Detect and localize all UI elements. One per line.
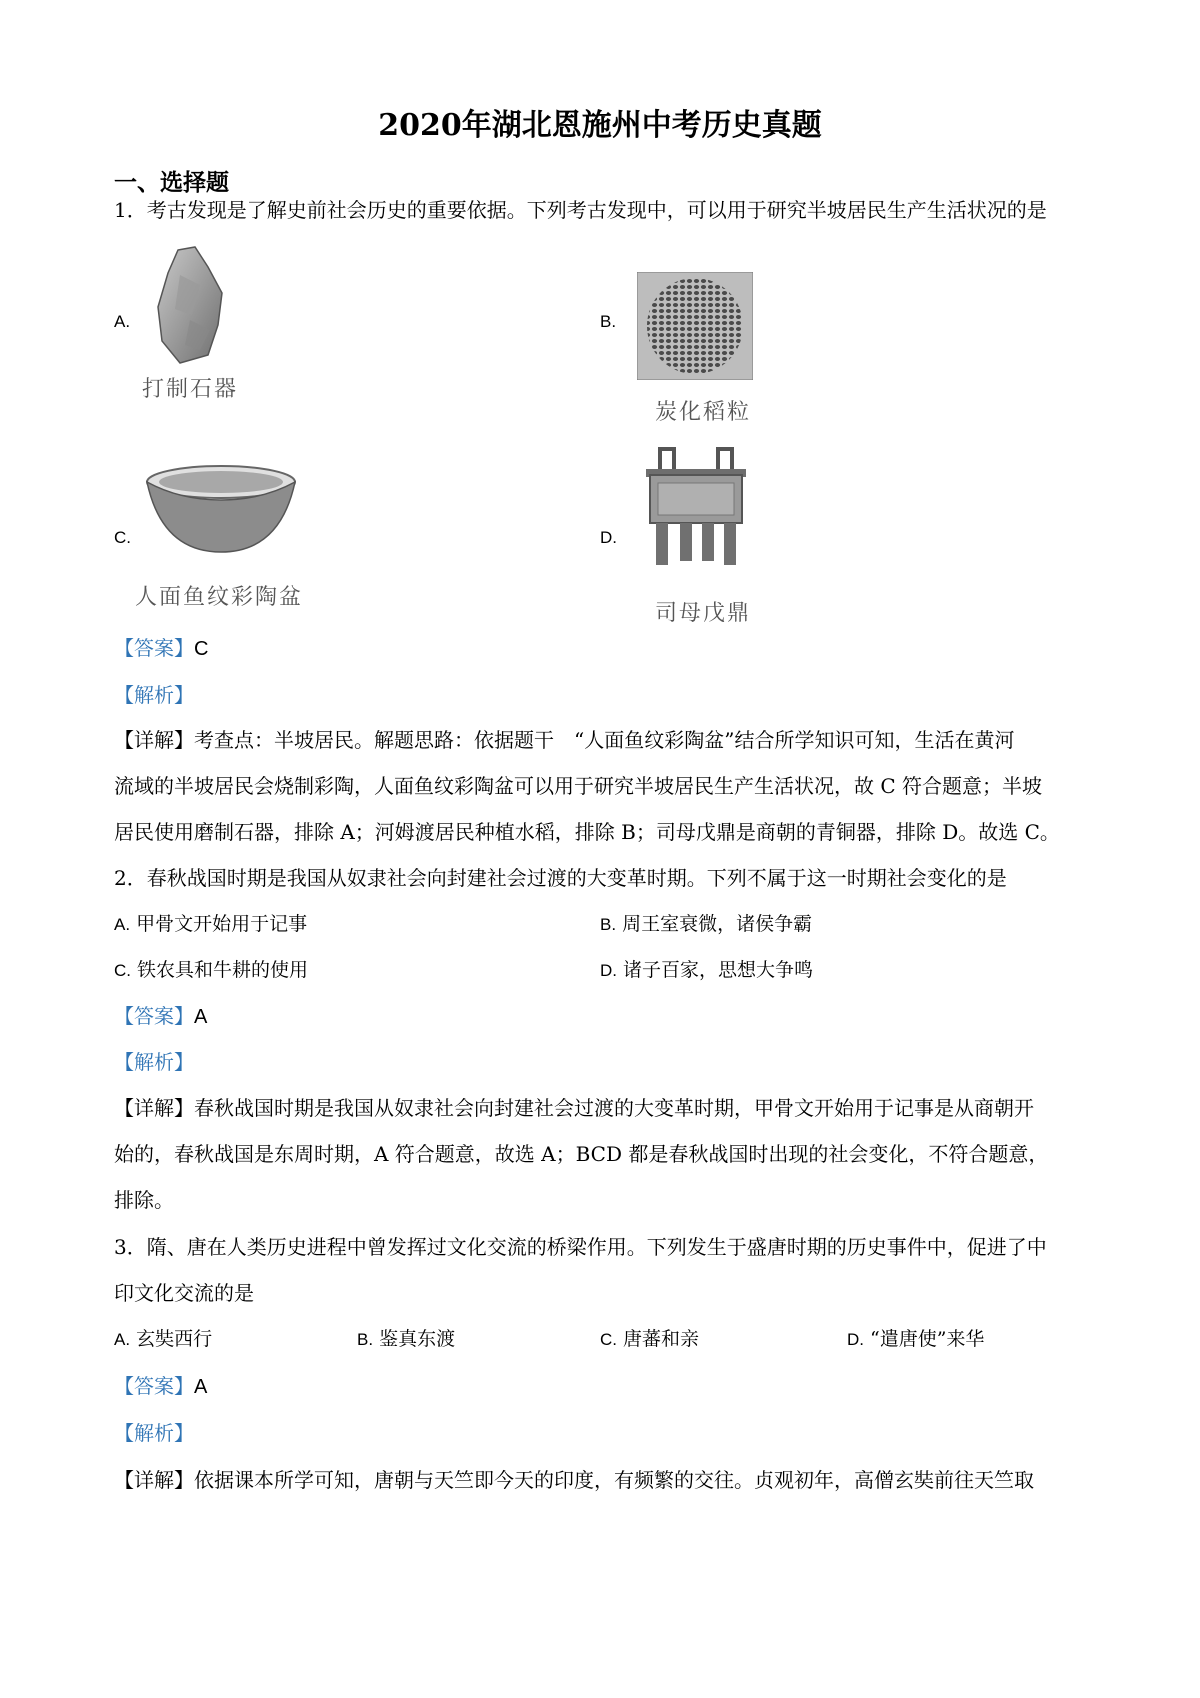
chipped-stone-tool-icon — [150, 245, 230, 374]
q1-stem: 1．考古发现是了解史前社会历史的重要依据。下列考古发现中，可以用于研究半坡居民生产生活状况的是 — [114, 198, 1047, 222]
q2-answer: 【答案】A — [114, 1004, 208, 1028]
painted-pottery-basin-icon — [142, 460, 300, 564]
q1-detail-line: 居民使用磨制石器，排除 A；河姆渡居民种植水稻，排除 B；司母戊鼎是商朝的青铜器，排除 D。故选 C。 — [114, 820, 1060, 844]
q2-detail-line: 【详解】春秋战国时期是我国从奴隶社会向封建社会过渡的大变革时期，甲骨文开始用于记事是从商朝开 — [114, 1096, 1034, 1120]
q3-analysis-tag: 【解析】 — [114, 1421, 194, 1445]
q1-option-d-caption: 司母戊鼎 — [655, 601, 752, 626]
q3-answer: 【答案】A — [114, 1374, 208, 1398]
q1-option-a-caption: 打制石器 — [142, 377, 239, 402]
q3-option-c: C. 唐蕃和亲 — [600, 1328, 700, 1350]
q3-stem-line: 印文化交流的是 — [114, 1281, 254, 1305]
q1-analysis-tag: 【解析】 — [114, 683, 194, 707]
q3-option-d: D. “遣唐使”来华 — [847, 1328, 985, 1350]
q1-option-c-caption: 人面鱼纹彩陶盆 — [135, 585, 304, 610]
q1-detail-line: 流域的半坡居民会烧制彩陶，人面鱼纹彩陶盆可以用于研究半坡居民生产生活状况，故 C 符合题意；半坡 — [114, 774, 1043, 798]
q2-option-a: A. 甲骨文开始用于记事 — [114, 913, 308, 935]
q1-option-b-caption: 炭化稻粒 — [655, 400, 752, 425]
page-title: 2020年湖北恩施州中考历史真题 — [378, 108, 822, 143]
q2-option-c: C. 铁农具和牛耕的使用 — [114, 959, 309, 981]
q2-analysis-tag: 【解析】 — [114, 1050, 194, 1074]
section-heading: 一、选择题 — [114, 169, 229, 196]
q2-detail-line: 始的，春秋战国是东周时期，A 符合题意，故选 A；BCD 都是春秋战国时出现的社会变化，不符合题意， — [114, 1142, 1049, 1166]
q3-stem-line: 3．隋、唐在人类历史进程中曾发挥过文化交流的桥梁作用。下列发生于盛唐时期的历史事件中，促进了中 — [114, 1235, 1047, 1259]
q1-option-c-label: C. — [114, 528, 131, 547]
q2-detail-line: 排除。 — [114, 1188, 174, 1212]
q3-option-b: B. 鉴真东渡 — [357, 1328, 456, 1350]
q1-answer: 【答案】C — [114, 636, 209, 660]
q1-option-d-label: D. — [600, 528, 617, 547]
q1-detail-line: 【详解】考查点：半坡居民。解题思路：依据题干 “人面鱼纹彩陶盆”结合所学知识可知，生活在黄河 — [114, 728, 1015, 752]
q2-stem: 2．春秋战国时期是我国从奴隶社会向封建社会过渡的大变革时期。下列不属于这一时期社会变化的是 — [114, 866, 1007, 890]
carbonized-rice-icon — [637, 272, 753, 384]
q1-option-a-label: A. — [114, 312, 131, 331]
bronze-ding-icon — [640, 445, 752, 574]
q3-detail-line: 【详解】依据课本所学可知，唐朝与天竺即今天的印度，有频繁的交往。贞观初年，高僧玄奘前往天竺取 — [114, 1468, 1034, 1492]
q2-option-d: D. 诸子百家，思想大争鸣 — [600, 959, 814, 981]
q2-option-b: B. 周王室衰微，诸侯争霸 — [600, 913, 813, 935]
q3-option-a: A. 玄奘西行 — [114, 1328, 213, 1350]
q1-option-b-label: B. — [600, 312, 617, 331]
